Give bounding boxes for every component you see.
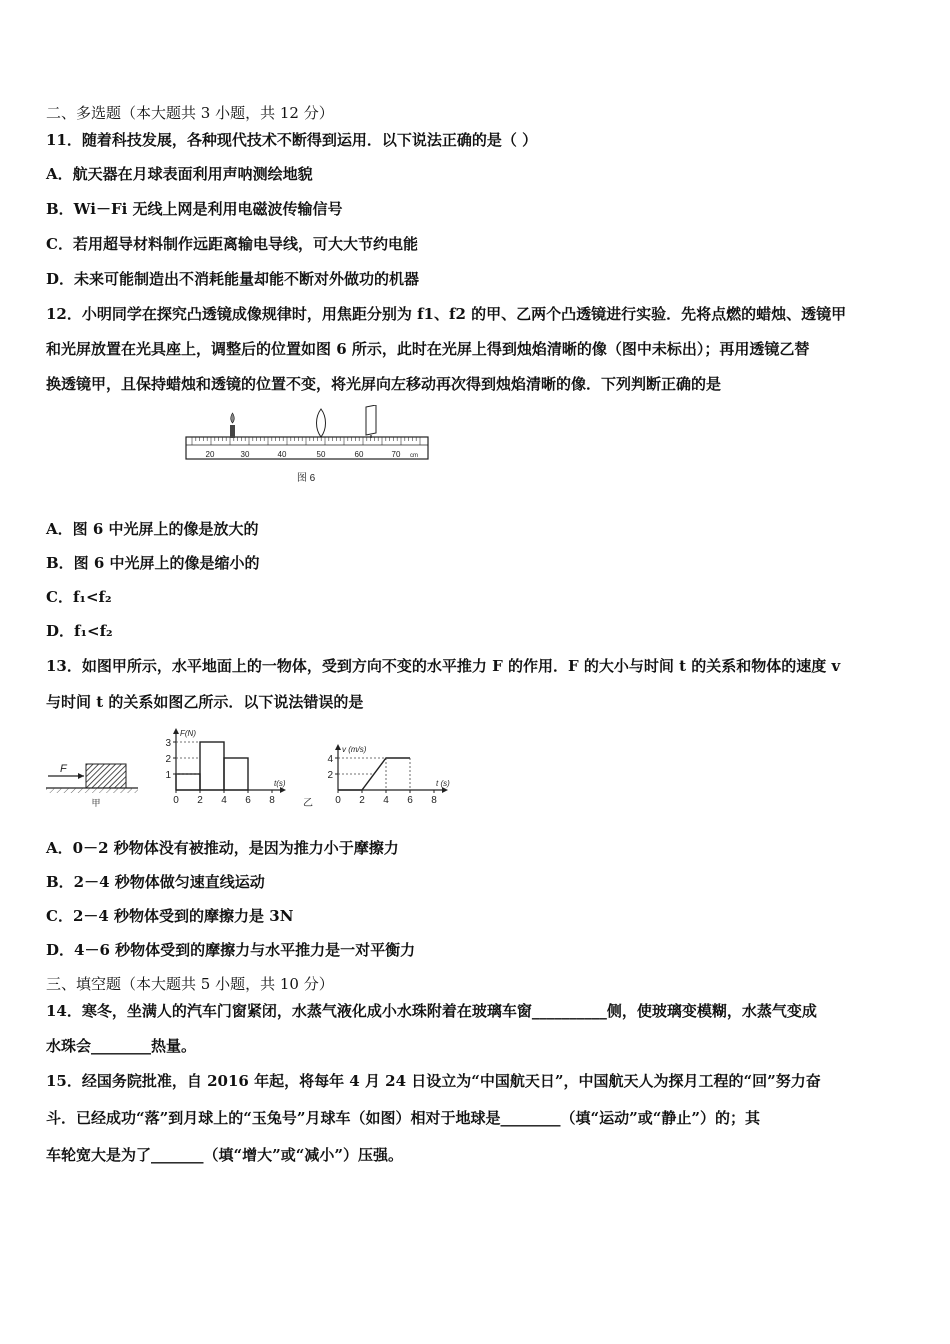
q11-option-b: B．Wi－Fi 无线上网是利用电磁波传输信号	[46, 200, 343, 218]
candle-icon	[230, 413, 235, 438]
y-axis-arrow	[173, 728, 179, 734]
x-tick-label: 6	[407, 795, 413, 806]
y-axis-label: v (m/s)	[342, 745, 367, 754]
x-axis-label: t (s)	[436, 779, 450, 788]
q13-option-b: B．2－4 秒物体做匀速直线运动	[46, 873, 265, 891]
y-tick-label: 4	[327, 754, 333, 765]
y-tick-label: 2	[327, 770, 333, 781]
x-tick-label: 4	[221, 795, 227, 806]
q11-option-c: C．若用超导材料制作远距离输电导线，可大大节约电能	[46, 235, 418, 253]
q11-option-d: D．未来可能制造出不消耗能量却能不断对外做功的机器	[46, 270, 420, 288]
tick-label: 60	[354, 450, 364, 459]
force-label: F	[60, 763, 67, 775]
q15-line-2: 斗．已经成功“落”到月球上的“玉兔号”月球车（如图）相对于地球是________（填“运动”或“静止”）的；其	[46, 1109, 761, 1127]
q12-stem-line-2: 和光屏放置在光具座上，调整后的位置如图 6 所示，此时在光屏上得到烛焰清晰的像（图中未标出）；再用透镜乙替	[46, 340, 810, 358]
v-t-graph	[318, 726, 468, 806]
y-axis-arrow	[335, 744, 341, 750]
f-t-graph	[162, 726, 302, 806]
q15-line-1: 15．经国务院批准，自 2016 年起，将每年 4 月 24 日设立为“中国航天日”，中国航天人为探月工程的“回”努力奋	[46, 1072, 821, 1090]
figure-label-yi: 乙	[303, 798, 313, 809]
tick-label: 40	[277, 450, 287, 459]
light-screen-icon	[366, 405, 376, 438]
x-tick-label: 2	[359, 795, 365, 806]
tick-label: 50	[316, 450, 326, 459]
q12-option-a: A．图 6 中光屏上的像是放大的	[46, 520, 259, 538]
q13-stem-line-1: 13．如图甲所示，水平地面上的一物体，受到方向不变的水平推力 F 的作用．F 的大小与时间 t 的关系和物体的速度 v	[46, 657, 841, 675]
q12-stem-line-1: 12．小明同学在探究凸透镜成像规律时，用焦距分别为 f1、f2 的甲、乙两个凸透镜进行实验．先将点燃的蜡烛、透镜甲	[46, 305, 847, 323]
y-axis-label: F(N)	[180, 729, 196, 738]
q13-option-a: A．0－2 秒物体没有被推动，是因为推力小于摩擦力	[46, 839, 399, 857]
figure-label-jia: 甲	[91, 798, 101, 808]
x-tick-label: 8	[269, 795, 275, 806]
q13-option-c: C．2－4 秒物体受到的摩擦力是 3N	[46, 907, 294, 925]
figure-6-optical-bench	[182, 405, 432, 487]
tick-label: 30	[240, 450, 250, 459]
section-2-heading: 二、多选题（本大题共 3 小题，共 12 分）	[46, 104, 334, 122]
q12-stem-line-3: 换透镜甲，且保持蜡烛和透镜的位置不变，将光屏向左移动再次得到烛焰清晰的像．下列判断正确的是	[46, 375, 722, 393]
q12-option-b: B．图 6 中光屏上的像是缩小的	[46, 554, 260, 572]
convex-lens-icon	[317, 409, 326, 437]
x-tick-label: 8	[431, 795, 437, 806]
y-tick-label: 2	[165, 754, 171, 765]
x-axis-label: t(s)	[274, 779, 286, 788]
q15-line-3: 车轮宽大是为了_______（填“增大”或“减小”）压强。	[46, 1146, 404, 1164]
force-step-segment	[176, 774, 200, 790]
tick-label: 70	[391, 450, 401, 459]
x-tick-label: 0	[335, 795, 341, 806]
x-tick-label: 2	[197, 795, 203, 806]
tick-label: 20	[205, 450, 215, 459]
force-step-segment	[224, 758, 248, 790]
y-tick-label: 1	[165, 770, 171, 781]
figure-label-yi-wrap	[298, 794, 318, 810]
unit-label: cm	[410, 453, 418, 459]
q13-stem-line-2: 与时间 t 的关系如图乙所示．以下说法错误的是	[46, 693, 364, 711]
y-tick-label: 3	[165, 738, 171, 749]
force-step-segment	[200, 742, 224, 790]
section-3-heading: 三、填空题（本大题共 5 小题，共 10 分）	[46, 975, 334, 993]
x-tick-label: 0	[173, 795, 179, 806]
q11-option-a: A．航天器在月球表面利用声呐测绘地貌	[46, 165, 313, 183]
q14-line-1: 14．寒冬，坐满人的汽车门窗紧闭，水蒸气液化成小水珠附着在玻璃车窗__________侧，使玻璃变模糊，水蒸气变成	[46, 1002, 817, 1020]
x-tick-label: 4	[383, 795, 389, 806]
q13-option-d: D．4－6 秒物体受到的摩擦力与水平推力是一对平衡力	[46, 941, 416, 959]
q14-line-2: 水珠会________热量。	[46, 1037, 197, 1055]
x-tick-label: 6	[245, 795, 251, 806]
q11-stem: 11．随着科技发展，各种现代技术不断得到运用．以下说法正确的是（ ）	[46, 131, 538, 149]
figure-6-caption: 图 6	[296, 473, 316, 484]
q12-option-d: D．f₁<f₂	[46, 622, 113, 640]
figure-jia-block	[46, 754, 146, 810]
q12-option-c: C．f₁<f₂	[46, 588, 112, 606]
